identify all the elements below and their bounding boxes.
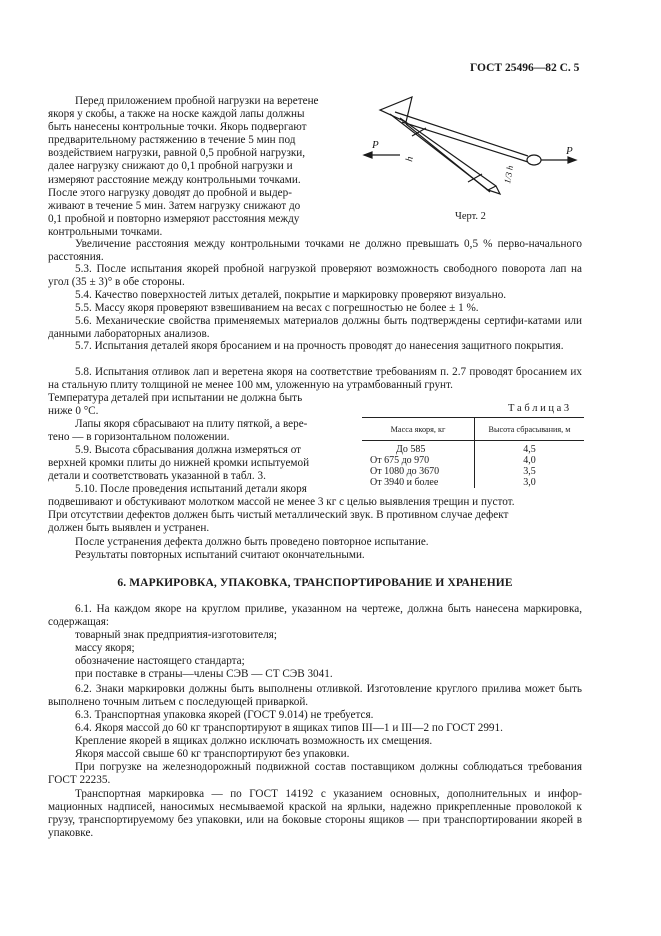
text-line: Температура деталей при испытании не должна быть xyxy=(48,392,303,404)
text-line: предварительному растяжению в течение 5 мин под xyxy=(48,134,296,147)
label-h3: 1/3 h xyxy=(502,164,516,185)
table-3-title: Т а б л и ц а 3 xyxy=(508,403,570,414)
label-h: h xyxy=(404,155,416,163)
marking-item: товарный знак предприятия-изготовителя; xyxy=(75,629,277,641)
figure-caption: Черт. 2 xyxy=(455,211,486,222)
text-line: якоря у скобы, а также на носке каждой лапы должны xyxy=(48,108,305,121)
table-header: Масса якоря, кг xyxy=(362,418,475,441)
text-line: 5.10. После проведения испытаний детали якоря xyxy=(75,483,307,495)
paragraph-5-9 xyxy=(48,444,348,483)
text-line: далее нагрузку снижают до 0,1 пробной нагрузки и xyxy=(48,160,293,173)
paragraph-5-8: 5.8. Испытания отливок лап и веретена якоря на соответствие требованиям п. 2.7 проводят бросанием их на стальную плиту толщиной не менее 100 мм, уложенную на утрамбованный грунт. xyxy=(48,366,582,392)
paragraph-rail: При погрузке на железнодорожный подвижной состав поставщиком должны соблюдаться требования ГОСТ 22235. xyxy=(48,761,582,787)
paragraph-5-4: 5.4. Качество поверхностей литых деталей, покрытие и маркировку проверяют визуально. xyxy=(75,289,507,301)
table-cell: До 585 xyxy=(362,441,475,456)
table-3 xyxy=(362,417,584,488)
anchor-shank-bottom xyxy=(402,122,528,162)
text-line: При отсутствии дефектов должен быть чистый металлический звук. В противном случае дефект xyxy=(48,509,509,522)
anchor-ring xyxy=(527,155,541,165)
text-line: живают в течение 5 мин. Затем нагрузку снижают до xyxy=(48,199,301,212)
paragraph-transport-marking: Транспортная маркировка — по ГОСТ 14192 с указанием основных, дополнительных и инфор-мационных надписей, наносимых несмываемой краской на ярлыки, надежно прикрепленные проволокой к грузу, транспортируемому без упаковки, или на боковые стороны ящиков — при транспортировании якорей в упаковке. xyxy=(48,788,582,840)
anchor-crown xyxy=(488,186,500,194)
section-6-title: 6. МАРКИРОВКА, УПАКОВКА, ТРАНСПОРТИРОВАНИЕ И ХРАНЕНИЕ xyxy=(117,577,513,589)
table-cell: От 1080 до 3670 xyxy=(362,466,475,477)
table-cell: 3,5 xyxy=(523,466,536,477)
paragraph-over-60: Якоря массой свыше 60 кг транспортируют без упаковки. xyxy=(75,748,350,760)
text-line: 5.9. Высота сбрасывания должна измеряться от xyxy=(75,444,302,456)
paragraph-5-5: 5.5. Массу якоря проверяют взвешиванием на весах с погрешностью не более ± 1 %. xyxy=(75,302,479,314)
table-row xyxy=(362,455,584,466)
paragraph-results: Результаты повторных испытаний считают окончательными. xyxy=(75,549,365,561)
text-line: должен быть выявлен и устранен. xyxy=(48,522,210,535)
text-line: После этого нагрузку доводят до пробной и выдер- xyxy=(48,186,292,199)
paragraph-5-6: 5.6. Механические свойства применяемых материалов должны быть подтверждены сертифи-катами или данными лабораторных анализов. xyxy=(48,315,582,341)
text-line: верхней кромки плиты до нижней кромки испытуемой xyxy=(48,457,310,470)
page-header: ГОСТ 25496—82 С. 5 xyxy=(470,62,580,74)
label-p-right: P xyxy=(566,145,573,157)
paragraph-increase: Увеличение расстояния между контрольными точками не должно превышать 0,5 % перво-начального расстояния. xyxy=(48,238,582,264)
paragraph-6-3: 6.3. Транспортная упаковка якорей (ГОСТ 9.014) не требуется. xyxy=(75,709,374,721)
paragraph-fixing: Крепление якорей в ящиках должно исключать возможность их смещения. xyxy=(75,735,433,747)
measure-line-h xyxy=(406,124,490,192)
text-line: быть нанесены контрольные точки. Якорь подвергают xyxy=(48,121,307,134)
text-line: тено — в горизонтальном положении. xyxy=(48,431,230,444)
text-line: Лапы якоря сбрасывают на плиту пяткой, а вере- xyxy=(75,418,308,430)
text-line: подвешивают и обстукивают молотком массой не менее 3 кг с целью выявления трещин и пустот. xyxy=(48,496,515,509)
force-arrow-right-head xyxy=(568,157,576,163)
table-cell: 3,0 xyxy=(523,477,536,488)
paragraph-5-7: 5.7. Испытания деталей якоря бросанием и на прочность проводят до нанесения защитного покрытия. xyxy=(75,340,564,352)
text-line: 0,1 пробной и повторно измеряют расстояния между xyxy=(48,212,300,225)
label-p-left: P xyxy=(372,139,379,151)
table-cell: 4,0 xyxy=(523,455,536,466)
text-line: контрольными точками. xyxy=(48,225,163,238)
text-line: Перед приложением пробной нагрузки на веретене xyxy=(75,95,319,107)
table-cell: От 675 до 970 xyxy=(362,455,475,466)
paragraph-5-8-temperature xyxy=(48,392,348,418)
paragraph-5-3: 5.3. После испытания якорей пробной нагрузкой проверяют возможность свободного поворота лап на угол (35 ± 3)° в обе стороны. xyxy=(48,263,582,289)
paragraph-6-4: 6.4. Якоря массой до 60 кг транспортируют в ящиках типов III—1 и III—2 по ГОСТ 2991. xyxy=(75,722,503,734)
marking-item: при поставке в страны—члены СЭВ — СТ СЭВ 3041. xyxy=(75,668,333,680)
paragraph-after-defect: После устранения дефекта должно быть проведено повторное испытание. xyxy=(75,536,429,548)
paragraph-5-10 xyxy=(48,483,582,535)
marking-item: обозначение настоящего стандарта; xyxy=(75,655,245,667)
paragraph-6-2: 6.2. Знаки маркировки должны быть выполнены отливкой. Изготовление круглого прилива может быть выполнено точным литьем с последующей приваркой. xyxy=(48,683,582,709)
table-row xyxy=(362,441,584,456)
paragraph-intro xyxy=(48,95,348,239)
marking-item: массу якоря; xyxy=(75,642,135,654)
paragraph-6-1: 6.1. На каждом якоре на круглом приливе, указанном на чертеже, должна быть нанесена маркировка, содержащая: xyxy=(48,603,582,629)
paragraph-5-8-flukes xyxy=(48,418,348,444)
table-row xyxy=(362,466,584,477)
text-line: измеряют расстояние между контрольными точками. xyxy=(48,173,301,186)
text-line: ниже 0 °С. xyxy=(48,405,99,418)
force-arrow-left-head xyxy=(364,152,372,158)
anchor-test-drawing xyxy=(360,92,605,210)
table-cell: От 3940 и более xyxy=(362,477,475,488)
text-line: воздействием нагрузки, равной 0,5 пробной нагрузки, xyxy=(48,147,306,160)
table-cell: 4,5 xyxy=(523,444,536,455)
text-line: детали и соответствовать указанной в табл. 3. xyxy=(48,470,266,483)
table-header: Высота сбрасывания, м xyxy=(475,418,585,441)
anchor-arm-right xyxy=(400,118,496,186)
